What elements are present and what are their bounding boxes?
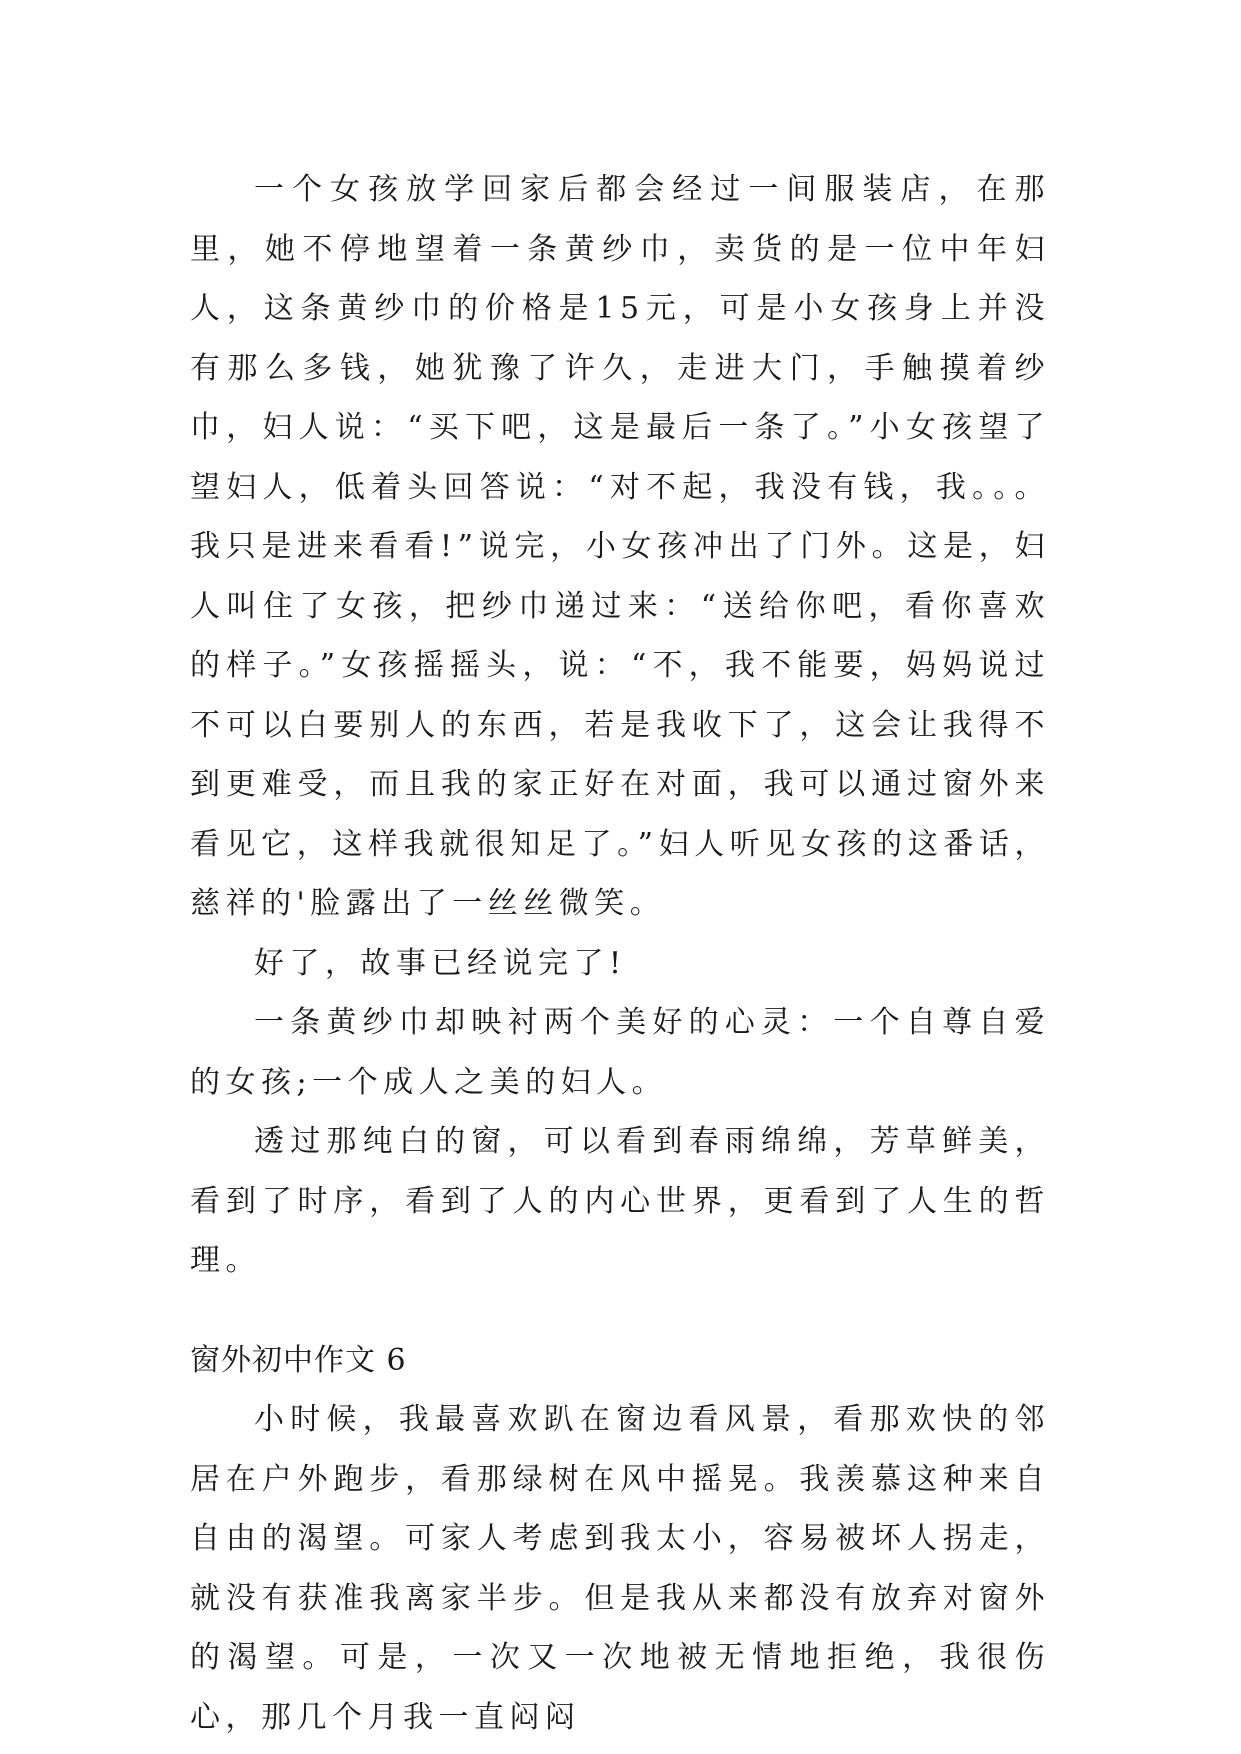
paragraph-story-end: 好了，故事已经说完了!: [254, 945, 627, 981]
paragraph-reflection: 一条黄纱巾却映衬两个美好的心灵：一个自尊自爱的女孩;一个成人之美的妇人。: [190, 1005, 1050, 1100]
paragraph-conclusion: 透过那纯白的窗，可以看到春雨绵绵，芳草鲜美，看到了时序，看到了人的内心世界，更看到了人生的哲理。: [190, 1124, 1050, 1278]
paragraph-story: 一个女孩放学回家后都会经过一间服装店，在那里，她不停地望着一条黄纱巾，卖货的是一位中年妇人，这条黄纱巾的价格是15元，可是小女孩身上并没有那么多钱，她犹豫了许久，走进大门，手触摸着纱巾，妇人说：“买下吧，这是最后一条了。”小女孩望了望妇人，低着头回答说：“对不起，我没有钱，我。。。我只是进来看看!”说完，小女孩冲出了门外。这是，妇人叫住了女孩，把纱巾递过来：“送给你吧，看你喜欢的样子。”女孩摇摇头，说：“不，我不能要，妈妈说过不可以白要别人的东西，若是我收下了，这会让我得不到更难受，而且我的家正好在对面，我可以通过窗外来看见它，这样我就很知足了。”妇人听见女孩的这番话，慈祥的'脸露出了一丝丝微笑。: [190, 172, 1050, 921]
section-heading: 窗外初中作文 6: [190, 1342, 407, 1378]
paragraph-childhood: 小时候，我最喜欢趴在窗边看风景，看那欢快的邻居在户外跑步，看那绿树在风中摇晃。我羡慕这种来自自由的渴望。可家人考虑到我太小，容易被坏人拐走，就没有获准我离家半步。但是我从来都没有放弃对窗外的渴望。可是，一次又一次地被无情地拒绝，我很伤心，那几个月我一直闷闷: [190, 1402, 1050, 1735]
document-body: [190, 160, 1050, 1747]
